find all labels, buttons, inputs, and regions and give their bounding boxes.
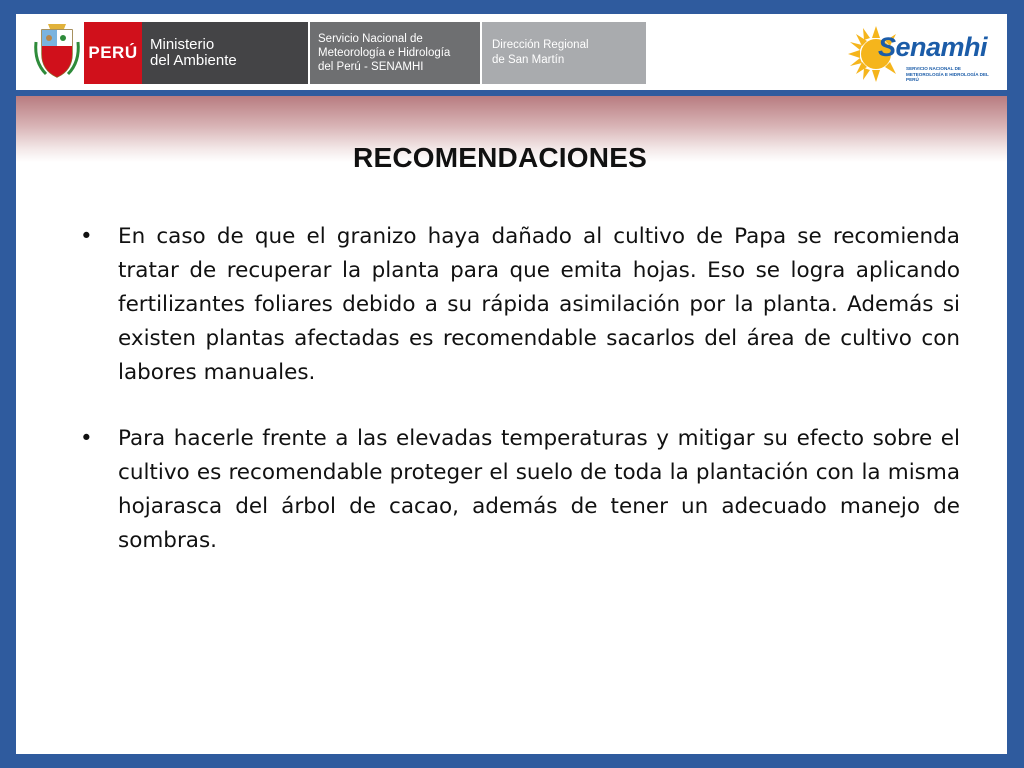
recommendations-list: [80, 220, 960, 590]
government-banner: [84, 22, 646, 84]
ministerio-line-1: Ministerio: [150, 36, 215, 53]
list-item: [80, 422, 960, 558]
ministerio-label: [142, 22, 308, 84]
coat-of-arms-icon: [32, 22, 82, 82]
senamhi-label: [310, 22, 480, 84]
ministerio-line-2: del Ambiente: [150, 52, 237, 69]
senamhi-line-3: del Perú - SENAMHI: [318, 61, 424, 73]
direccion-line-2: de San Martín: [492, 54, 565, 66]
senamhi-line-1: Servicio Nacional de: [318, 33, 423, 45]
bullet-icon: •: [80, 224, 93, 249]
header-bar: [16, 14, 1007, 90]
slide: [16, 14, 1007, 754]
logo-subtitle: SERVICIO NACIONAL DE METEOROLOGÍA E HIDROLOGÍA DEL PERÚ: [906, 66, 989, 83]
senamhi-logo: [848, 20, 998, 84]
bullet-icon: •: [80, 426, 93, 451]
logo-wordmark: Senamhi: [878, 32, 988, 62]
list-item-text: Para hacerle frente a las elevadas temperaturas y mitigar su efecto sobre el cultivo es recomendable proteger el suelo de toda la plantación con la misma hojarasca del árbol de cacao, además de tener un adecuado manejo de sombras.: [118, 426, 960, 553]
peru-label: PERÚ: [84, 22, 142, 84]
list-item: [80, 220, 960, 390]
direccion-line-1: Dirección Regional: [492, 39, 589, 51]
slide-title: RECOMENDACIONES: [353, 142, 647, 173]
senamhi-line-2: Meteorología e Hidrología: [318, 47, 451, 59]
direccion-label: [482, 22, 646, 84]
list-item-text: En caso de que el granizo haya dañado al cultivo de Papa se recomienda tratar de recuperar la planta para que emita hojas. Eso se logra aplicando fertilizantes foliares debido a su rápida asimilación por la planta. Además si existen plantas afectadas es recomendable sacarlos del área de cultivo con labores manuales.: [118, 224, 960, 385]
